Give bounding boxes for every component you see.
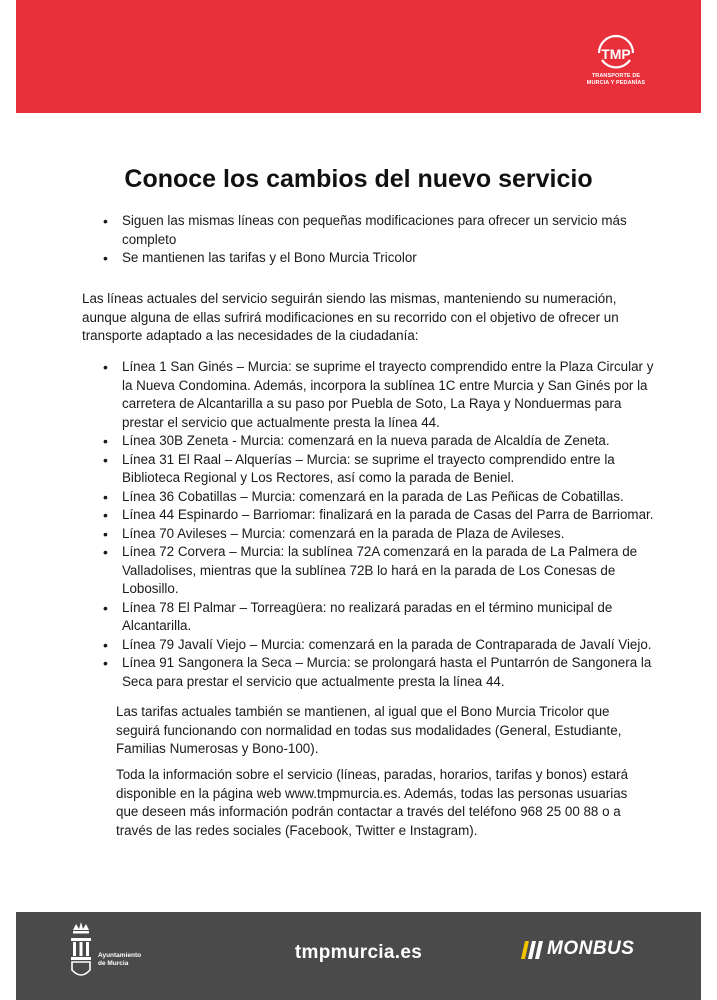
line-changes-list: [98, 358, 658, 691]
tmp-logo: [571, 34, 661, 86]
monbus-logo: [521, 938, 651, 962]
fares-paragraph: Las tarifas actuales también se mantienen, al igual que el Bono Murcia Tricolor que seguirá funcionando con normalidad en todas sus modalidades (General, Estudiante, Familias Numerosas y Bono-100).: [116, 704, 622, 756]
monbus-wordmark: MONBUS: [547, 938, 635, 959]
line-change-item: • Línea 91 Sangonera la Seca – Murcia: se prolongará hasta el Puntarrón de Sangonera la Seca para prestar el servicio que actualmente presta la línea 44.: [98, 654, 658, 691]
header-banner: [16, 0, 701, 113]
line-change-item: • Línea 70 Avileses – Murcia: comenzará en la parada de Plaza de Avileses.: [98, 525, 658, 544]
intro-paragraph: Las líneas actuales del servicio seguirán siendo las mismas, manteniendo su numeración, aunque alguna de ellas sufrirá modificaciones en su recorrido con el objetivo de ofrecer un transporte adaptado a las necesidades de la ciudadanía:: [82, 291, 619, 343]
line-change-item: • Línea 79 Javalí Viejo – Murcia: comenzará en la parada de Contraparada de Javalí Viejo.: [98, 636, 658, 655]
line-change-item: • Línea 1 San Ginés – Murcia: se suprime el trayecto comprendido entre la Plaza Circular y la Nueva Condomina. Además, incorpora la sublínea 1C entre Murcia y San Ginés por la carretera de Alcantarilla a su paso por Puebla de Soto, La Raya y Nonduermas para prestar el servicio que actualmente presta la línea 44.: [98, 358, 658, 432]
line-change-item: • Línea 31 El Raal – Alquerías – Murcia: se suprime el trayecto comprendido entre la Biblioteca Regional y Los Rectores, así como la parada de Beniel.: [98, 451, 658, 488]
line-change-item: • Línea 44 Espinardo – Barriomar: finalizará en la parada de Casas del Parra de Barriomar.: [98, 506, 658, 525]
tmp-logo-subtitle-line2: MURCIA Y PEDANÍAS: [586, 79, 646, 86]
info-paragraph: Toda la información sobre el servicio (líneas, paradas, horarios, tarifas y bonos) estará disponible en la página web www.tmpmurcia.es. Además, todas las personas usuarias que deseen más información podrán contactar a través del teléfono 968 25 00 88 o a través de las redes sociales (Facebook, Twitter e Instagram).: [116, 767, 629, 838]
tmp-logo-subtitle-line1: TRANSPORTE DE: [591, 73, 641, 79]
line-change-item: • Línea 30B Zeneta - Murcia: comenzará en la nueva parada de Alcaldía de Zeneta.: [98, 432, 658, 451]
website-link[interactable]: tmpmurcia.es: [294, 942, 423, 963]
ayuntamiento-line1: Ayuntamiento: [98, 952, 142, 959]
tmp-logo-icon: [593, 34, 639, 72]
line-change-item: • Línea 36 Cobatillas – Murcia: comenzará en la parada de Las Peñicas de Cobatillas.: [98, 488, 658, 507]
page-title: Conoce los cambios del nuevo servicio: [124, 165, 593, 193]
line-change-item: • Línea 72 Corvera – Murcia: la sublínea 72A comenzará en la parada de La Palmera de Valladolises, mientras que la sublínea 72B lo hará en la parada de Los Conesas de Lobosillo.: [98, 543, 658, 599]
tmp-logo-text: TMP: [601, 46, 631, 62]
footer-banner: [16, 912, 701, 1000]
monbus-stripes-icon: [521, 941, 545, 959]
highlights-list: [98, 212, 658, 268]
highlight-item: • Siguen las mismas líneas con pequeñas modificaciones para ofrecer un servicio más completo: [98, 212, 658, 249]
line-change-item: • Línea 78 El Palmar – Torreagüera: no realizará paradas en el término municipal de Alcantarilla.: [98, 599, 658, 636]
tmp-logo-subtitle: [571, 73, 661, 86]
ayuntamiento-line2: de Murcia: [98, 960, 129, 967]
highlight-item: • Se mantienen las tarifas y el Bono Murcia Tricolor: [98, 249, 658, 268]
